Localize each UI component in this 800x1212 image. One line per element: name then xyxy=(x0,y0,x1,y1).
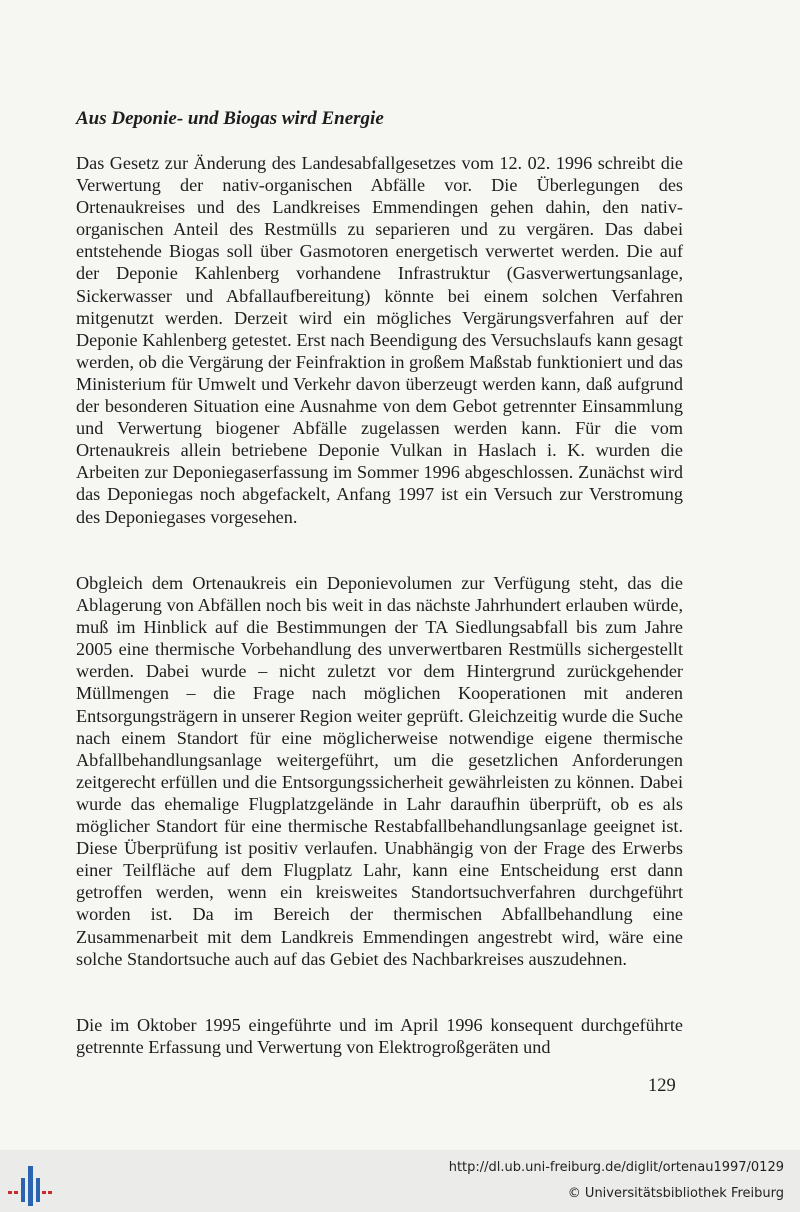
copyright-notice: © Universitätsbibliothek Freiburg xyxy=(567,1186,784,1201)
footer-bar xyxy=(0,1150,800,1212)
page-number: 129 xyxy=(648,1076,676,1096)
paragraph-1: Das Gesetz zur Änderung des Landesabfallgesetzes vom 12. 02. 1996 schreibt die Verwertung der nativ-organischen Abfälle vor. Die Überlegungen des Ortenaukreises und des Landkreises Emmendingen gehen dahin, den nativ-organischen Anteil des Restmülls zu separieren und zu vergären. Das dabei entstehende Biogas soll über Gasmotoren energetisch verwertet werden. Die auf der Deponie Kahlenberg vorhandene Infrastruktur (Gasverwertungsanlage, Sickerwasser und Abfallaufbereitung) könnte bei einem solchen Verfahren mitgenutzt werden. Derzeit wird ein mögliches Vergärungsverfahren auf der Deponie Kahlenberg getestet. Erst nach Beendigung des Versuchslaufs kann gesagt werden, ob die Vergärung der Feinfraktion in großem Maßstab funktioniert und das Ministerium für Umwelt und Verkehr davon überzeugt werden kann, daß aufgrund der besonderen Situation eine Ausnahme von dem Gebot getrennter Einsammlung und Verwertung biogener Abfälle zugelassen werden kann. Für die vom Ortenaukreis allein betriebene Deponie Vulkan in Haslach i. K. wurden die Arbeiten zur Deponiegaserfassung im Sommer 1996 abgeschlossen. Zunächst wird das Deponiegas noch abgefackelt, Anfang 1997 ist ein Versuch zur Verstromung des Deponiegases vorgesehen. xyxy=(76,153,683,527)
section-heading: Aus Deponie- und Biogas wird Energie xyxy=(76,108,384,129)
paragraph-3: Die im Oktober 1995 eingeführte und im April 1996 konsequent durchgeführte getrennte Erfassung und Verwertung von Elektrogroßgeräten und xyxy=(76,1015,683,1058)
ub-freiburg-logo-icon[interactable] xyxy=(8,1164,52,1208)
source-url-link[interactable]: http://dl.ub.uni-freiburg.de/diglit/ortenau1997/0129 xyxy=(448,1160,784,1175)
paragraph-2: Obgleich dem Ortenaukreis ein Deponievolumen zur Verfügung steht, das die Ablagerung von Abfällen noch bis weit in das nächste Jahrhundert erlauben würde, muß im Hinblick auf die Bestimmungen der TA Siedlungsabfall bis zum Jahre 2005 eine thermische Vorbehandlung des unverwertbaren Restmülls sichergestellt werden. Dabei wurde – nicht zuletzt vor dem Hintergrund zurückgehender Müllmengen – die Frage nach möglichen Kooperationen mit anderen Entsorgungsträgern in unserer Region weiter geprüft. Gleichzeitig wurde die Suche nach einem Standort für eine möglicherweise notwendige eigene thermische Abfallbehandlungsanlage weitergeführt, um die gesetzlichen Anforderungen zeitgerecht erfüllen und die Entsorgungssicherheit gewährleisten zu können. Dabei wurde das ehemalige Flugplatzgelände in Lahr daraufhin überprüft, ob es als möglicher Standort für eine thermische Restabfallbehandlungsanlage geeignet ist. Diese Überprüfung ist positiv verlaufen. Unabhängig von der Frage des Erwerbs einer Teilfläche auf dem Flugplatz Lahr, kann eine Entscheidung erst dann getroffen werden, wenn ein kreisweites Standortsuchverfahren durchgeführt worden ist. Da im Bereich der thermischen Abfallbehandlung eine Zusammenarbeit mit dem Landkreis Emmendingen angestrebt wird, wäre eine solche Standortsuche auch auf das Gebiet des Nachbarkreises auszudehnen. xyxy=(76,573,683,969)
